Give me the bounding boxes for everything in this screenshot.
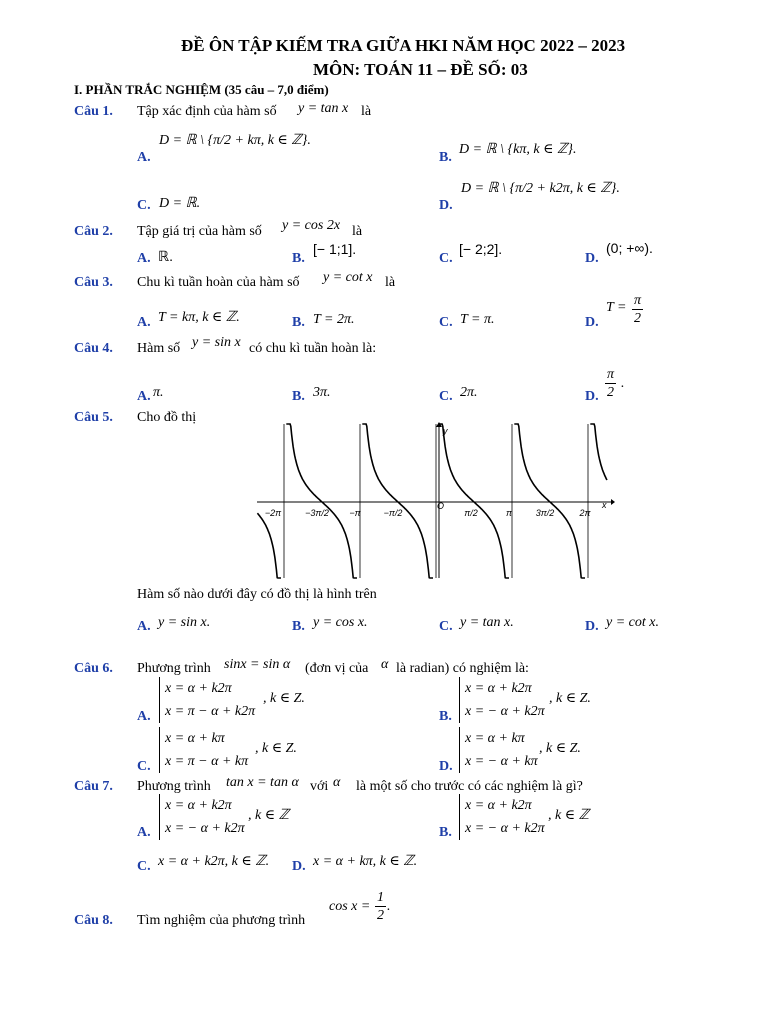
q8-eq-post: . [387,899,391,914]
q7-opt-a[interactable] [159,794,245,840]
q6-opt-b-label[interactable]: B. [439,709,452,724]
q8-eq-frac [375,889,386,924]
q6-text-post: là radian) có nghiệm là: [396,661,529,676]
q3-func: y = cot x [323,270,373,285]
q2-opt-c-label[interactable]: C. [439,251,453,266]
q5-opt-c[interactable]: y = tan x. [460,615,514,630]
system-line-2: x = − α + kπ [465,754,538,769]
q7-opt-a-k: , k ∈ ℤ [248,808,290,823]
q6-text-mid: (đơn vị của [305,661,369,676]
system-line-2: x = π − α + k2π [165,704,256,719]
q6-opt-b-k: , k ∈ Z. [549,691,591,706]
q6-opt-c-k: , k ∈ Z. [255,741,297,756]
cot-branch-5 [590,424,607,480]
q7-opt-c-label[interactable]: C. [137,859,151,874]
q1-opt-c[interactable]: D = ℝ. [159,196,201,211]
cot-branch-4 [514,424,585,578]
system-line-1: x = α + k2π [165,798,232,813]
q4-opt-b[interactable]: 3π. [313,385,331,400]
q4-opt-c[interactable]: 2π. [460,385,478,400]
tick-label-2: −π [349,508,361,518]
q6-opt-d-label[interactable]: D. [439,759,453,774]
q1-text: Tập xác định của hàm số [137,104,277,119]
q3-opt-d-frac[interactable] [632,292,643,327]
q4-label: Câu 4. [74,341,113,356]
q2-func: y = cos 2x [282,218,341,233]
tick-label-6: 3π/2 [535,508,555,518]
q7-opt-b[interactable] [459,794,545,840]
q5-question: Hàm số nào dưới đây có đồ thị là hình trên [137,587,377,602]
q7-opt-d[interactable]: x = α + kπ, k ∈ ℤ. [313,854,418,869]
q5-opt-b-label[interactable]: B. [292,619,305,634]
q5-opt-a[interactable]: y = sin x. [158,615,211,630]
q5-opt-d-label[interactable]: D. [585,619,599,634]
q6-opt-d[interactable] [459,727,538,773]
q4-opt-d-dot: . [621,376,625,391]
cot-graph [255,422,615,580]
q3-opt-a[interactable]: T = kπ, k ∈ ℤ. [158,310,240,325]
q2-opt-c[interactable]: [− 2;2]. [459,241,503,257]
section-heading: I. PHẦN TRẮC NGHIỆM (35 câu – 7,0 điểm) [74,82,329,97]
q1-opt-a-label[interactable]: A. [137,150,151,165]
q2-opt-b[interactable]: [− 1;1]. [313,241,357,257]
system-line-2: x = π − α + kπ [165,754,249,769]
q4-opt-b-label[interactable]: B. [292,389,305,404]
q6-label: Câu 6. [74,661,113,676]
q6-opt-b[interactable] [459,677,545,723]
q7-eq: tan x = tan α [226,775,299,790]
q7-text-post: là một số cho trước có các nghiệm là gì? [356,779,583,794]
q4-opt-d-label[interactable]: D. [585,389,599,404]
q8-label: Câu 8. [74,913,113,928]
system-line-1: x = α + k2π [465,798,532,813]
tick-label-7: 2π [579,508,591,518]
tick-label-0: −2π [264,508,282,518]
graph-asymptotes [284,424,588,578]
cot-branch-1 [286,424,357,578]
q4-text-pre: Hàm số [137,341,181,356]
q7-text-pre: Phương trình [137,779,211,794]
q2-opt-b-label[interactable]: B. [292,251,305,266]
system-line-1: x = α + k2π [465,681,532,696]
cot-branch-2 [362,424,433,578]
q7-opt-b-k: , k ∈ ℤ [548,808,590,823]
q1-opt-d[interactable]: D = ℝ \ {π/2 + k2π, k ∈ ℤ}. [461,181,620,196]
q3-opt-b[interactable]: T = 2π. [313,312,355,327]
tick-label-3: −π/2 [383,508,403,518]
q2-opt-a-label[interactable]: A. [137,251,151,266]
q6-opt-c-label[interactable]: C. [137,759,151,774]
system-line-1: x = α + kπ [465,731,525,746]
q6-alpha: α [381,657,389,672]
q7-opt-b-label[interactable]: B. [439,825,452,840]
q2-opt-d-label[interactable]: D. [585,251,599,266]
q2-text: Tập giá trị của hàm số [137,224,262,239]
system-line-1: x = α + k2π [165,681,232,696]
q6-opt-a-label[interactable]: A. [137,709,151,724]
q5-text: Cho đồ thị [137,410,197,425]
q4-opt-c-label[interactable]: C. [439,389,453,404]
q6-opt-c[interactable] [159,727,248,773]
q5-opt-d[interactable]: y = cot x. [606,615,659,630]
system-line-2: x = − α + k2π [465,821,545,836]
q3-opt-c-label[interactable]: C. [439,315,453,330]
q4-opt-d-frac[interactable] [605,366,616,401]
q5-label: Câu 5. [74,410,113,425]
q8-text: Tìm nghiệm của phương trình [137,913,306,928]
q3-label: Câu 3. [74,275,113,290]
frac-denominator: 2 [607,385,614,400]
q6-opt-a-k: , k ∈ Z. [263,691,305,706]
cot-branch-3 [438,424,509,578]
q3-opt-d-pre[interactable]: T = [606,300,627,315]
q1-opt-c-label[interactable]: C. [137,198,151,213]
tick-label-4: π/2 [464,508,478,518]
q6-opt-a[interactable] [159,677,255,723]
q4-func: y = sin x [192,335,241,350]
q6-eq: sinx = sin α [224,657,291,672]
q1-func: y = tan x [298,101,349,116]
q1-opt-b[interactable]: D = ℝ \ {kπ, k ∈ ℤ}. [459,142,577,157]
q3-text: Chu kì tuần hoàn của hàm số [137,275,300,290]
x-axis-arrow [611,499,615,505]
graph-ticks [265,508,592,518]
q3-tail: là [385,275,396,290]
q3-opt-b-label[interactable]: B. [292,315,305,330]
system-line-2: x = − α + k2π [165,821,245,836]
q7-opt-d-label[interactable]: D. [292,859,306,874]
x-axis-label: x [602,500,607,510]
q1-opt-d-label[interactable]: D. [439,198,453,213]
frac-denominator: 2 [634,311,641,326]
q7-text-mid: với [310,779,329,794]
frac-numerator: π [607,367,615,382]
graph-curves [257,424,607,578]
q8-eq-pre: cos x = [329,899,371,914]
q4-opt-a-label[interactable]: A. [137,389,151,404]
q1-tail: là [361,104,372,119]
q5-opt-c-label[interactable]: C. [439,619,453,634]
q3-opt-d-label[interactable]: D. [585,315,599,330]
q7-opt-a-label[interactable]: A. [137,825,151,840]
doc-title: ĐỀ ÔN TẬP KIẾM TRA GIỮA HKI NĂM HỌC 2022 – 2023 [181,36,626,55]
tick-label-1: −3π/2 [305,508,329,518]
q3-opt-c[interactable]: T = π. [460,312,495,327]
q4-text-post: có chu kì tuần hoàn là: [249,341,377,356]
frac-numerator: π [634,293,642,308]
frac-denominator: 2 [377,908,384,923]
q2-label: Câu 2. [74,224,113,239]
q1-opt-b-label[interactable]: B. [439,150,452,165]
q5-opt-a-label[interactable]: A. [137,619,151,634]
q7-alpha: α [333,775,341,790]
q7-opt-c[interactable]: x = α + k2π, k ∈ ℤ. [158,854,270,869]
frac-numerator: 1 [377,890,384,905]
q1-opt-a[interactable]: D = ℝ \ {π/2 + kπ, k ∈ ℤ}. [159,133,311,148]
q1-label: Câu 1. [74,104,113,119]
q6-opt-d-k: , k ∈ Z. [539,741,581,756]
q2-tail: là [352,224,363,239]
system-line-1: x = α + kπ [165,731,225,746]
q5-opt-b[interactable]: y = cos x. [313,615,368,630]
q2-opt-a[interactable]: ℝ. [158,248,173,264]
q2-opt-d[interactable]: (0; +∞). [606,240,653,256]
cot-branch-0 [257,513,281,578]
system-line-2: x = − α + k2π [465,704,545,719]
q6-text-pre: Phương trình [137,661,211,676]
q3-opt-a-label[interactable]: A. [137,315,151,330]
origin-label: O [437,501,445,511]
tick-label-5: π [505,508,513,518]
doc-subtitle: MÔN: TOÁN 11 – ĐỀ SỐ: 03 [313,60,528,79]
y-axis-label: y [443,426,448,436]
q4-opt-a[interactable]: π. [153,385,164,400]
q7-label: Câu 7. [74,779,113,794]
